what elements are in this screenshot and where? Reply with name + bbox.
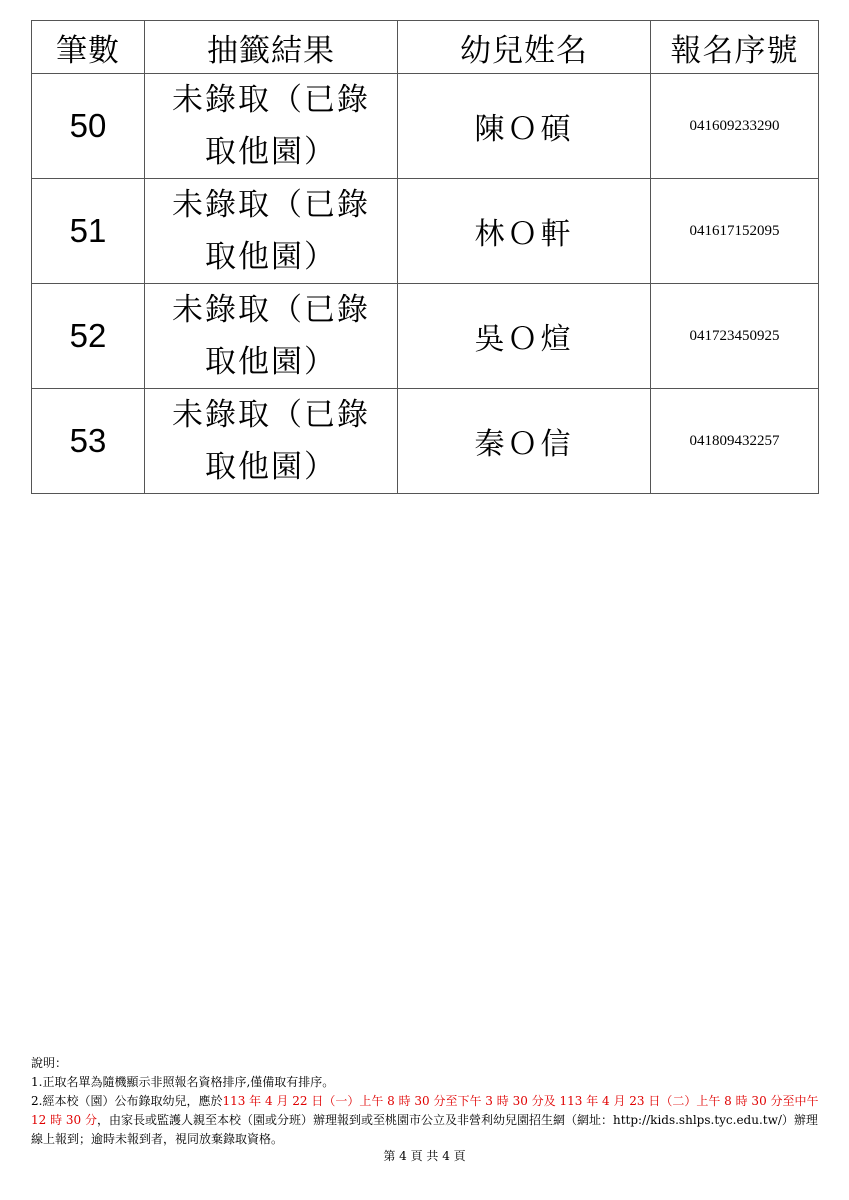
row-child-name: 秦Ｏ信 (398, 389, 651, 494)
row-result (145, 179, 398, 284)
header-child-name: 幼兒姓名 (398, 21, 651, 74)
notes-section (31, 1054, 821, 1149)
row-registration-no: 041809432257 (651, 389, 819, 494)
row-registration-no: 041723450925 (651, 284, 819, 389)
notes-heading: 說明： (31, 1056, 68, 1070)
result-line: 未錄取（已錄 (172, 397, 370, 433)
row-child-name: 陳Ｏ碩 (398, 74, 651, 179)
notes-item-2-text: 2.經本校（園）公布錄取幼兒，應於 (31, 1094, 223, 1108)
header-count: 筆數 (32, 21, 145, 74)
row-registration-no: 041617152095 (651, 179, 819, 284)
row-result (145, 74, 398, 179)
result-line: 取他園） (205, 449, 337, 485)
notes-item-2-schedule: 113 年 4 月 22 日（一）上午 8 時 30 分至下午 3 時 30 分及 113 年 4 月 23 日（二）上午 8 時 30 分至中午 12 時 30 分 (31, 1094, 819, 1127)
result-line: 未錄取（已錄 (172, 292, 370, 328)
result-line: 取他園） (205, 239, 337, 275)
table-row (32, 179, 819, 284)
table-header-row (32, 21, 819, 74)
row-child-name: 林Ｏ軒 (398, 179, 651, 284)
result-line: 未錄取（已錄 (172, 82, 370, 118)
row-child-name: 吳Ｏ煊 (398, 284, 651, 389)
table-row (32, 74, 819, 179)
row-registration-no: 041609233290 (651, 74, 819, 179)
page-footer: 第 4 頁 共 4 頁 (383, 1149, 466, 1163)
header-result: 抽籤結果 (145, 21, 398, 74)
result-line: 取他園） (205, 344, 337, 380)
row-count: 52 (32, 284, 145, 389)
row-count: 51 (32, 179, 145, 284)
table-row (32, 389, 819, 494)
result-line: 取他園） (205, 134, 337, 170)
row-count: 50 (32, 74, 145, 179)
table-row (32, 284, 819, 389)
row-result (145, 389, 398, 494)
result-line: 未錄取（已錄 (172, 187, 370, 223)
lottery-result-table (31, 20, 819, 494)
notes-item-2-instructions: ，由家長或監護人親至本校（園或分班）辦理報到或至桃園市公立及非營利幼兒園招生網（網址：http://kids.shlps.tyc.edu.tw/）辦理線上報到；逾時未報到者，視同放棄錄取資格。 (31, 1113, 818, 1146)
row-result (145, 284, 398, 389)
notes-item-1: 1.正取名單為隨機顯示非照報名資格排序,僅備取有排序。 (31, 1075, 335, 1089)
row-count: 53 (32, 389, 145, 494)
notes-item-2 (31, 1092, 821, 1149)
header-registration-no: 報名序號 (651, 21, 819, 74)
